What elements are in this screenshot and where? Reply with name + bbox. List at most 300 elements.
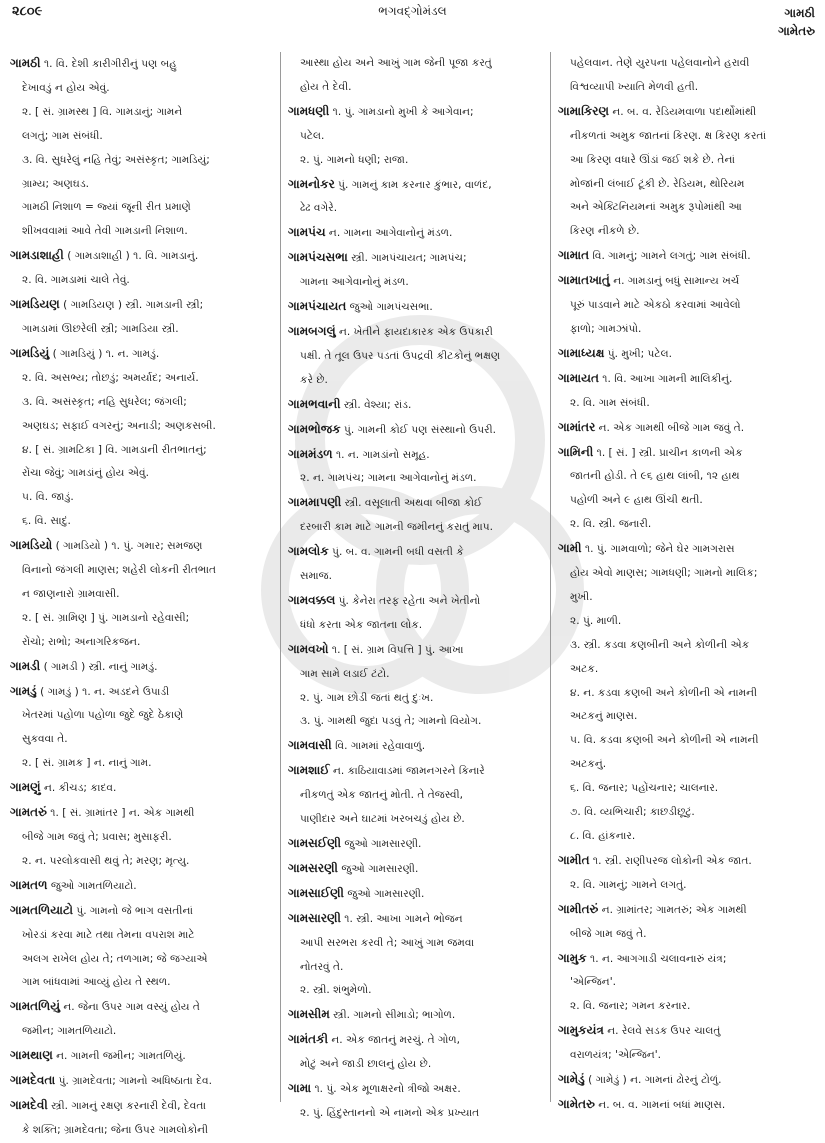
definition-text: જમીન; ગામતળિયાટો.	[22, 1025, 117, 1038]
entry-line	[288, 221, 546, 246]
definition-text: ૧. [ સં. ગ્રામ વિપત્તિ ] પું. આખા	[328, 643, 464, 656]
definition-text: ૨. વિ. ગામનું; ગામને લગતું.	[570, 878, 687, 891]
continuation-line	[288, 76, 546, 100]
definition-text: અટકનું.	[570, 758, 607, 771]
continuation-line	[10, 704, 272, 728]
definition-text: ૨. વિ. અસભ્ય; તોછડું; અમર્યાદ; અનાર્ય.	[22, 371, 199, 384]
definition-text: મોટું અને જાડી છાલનું હોય છે.	[300, 1058, 432, 1071]
definition-text: જુઓ ગામસારણી.	[338, 862, 419, 875]
definition-text: કરે છે.	[300, 373, 328, 386]
entry-line	[10, 1044, 272, 1069]
headword: ગામી	[558, 541, 582, 556]
headword: ગામિની	[558, 444, 594, 459]
sense-line	[558, 777, 818, 801]
sense-line	[10, 149, 272, 173]
definition-text: ૨. વિ. જનાર; ગમન કરનાર.	[570, 1000, 691, 1013]
sense-line	[10, 752, 272, 776]
headword: ગામણું	[10, 780, 41, 795]
continuation-line	[10, 924, 272, 948]
definition-text: ૧. ન. આગગાડી ચલાવનારું યંત્ર;	[586, 952, 727, 965]
entry-line	[558, 244, 818, 269]
headword: ગામપંચ	[288, 225, 326, 240]
definition-text: શીખવવામાં આવે તેવી ગામડાની નિશાળ.	[22, 225, 188, 238]
definition-text: ૨. [ સં. ગ્રામક ] ન. નાનું ગામ.	[22, 757, 152, 770]
sense-line	[558, 634, 818, 658]
definition-text: સ્ત્રી. વસૂલાતી અથવા બીજા કોઈ	[341, 497, 483, 510]
sense-line	[10, 391, 272, 415]
entry-line	[558, 947, 818, 972]
entry-line	[288, 832, 546, 857]
headword: ગામસરણી	[288, 860, 338, 875]
definition-text: ૧. પું. એક મૂળાક્ષરનો ત્રીજો અક્ષર.	[311, 1083, 461, 1096]
definition-text: ન. બ. વ. ગામનાં બધાં માણસ.	[594, 1098, 726, 1111]
continuation-line	[10, 971, 272, 995]
definition-text: ૧. વિ. આખા ગામની માલિકીનું.	[598, 372, 733, 385]
entry-line	[558, 416, 818, 441]
headword: ગામીત	[558, 852, 590, 867]
continuation-line	[288, 516, 546, 540]
continuation-line	[558, 562, 818, 586]
definition-text: આ કિરણ વધારે ઊંડાં જઈ શકે છે. તેનાં	[570, 153, 735, 166]
definition-text: ( ગામેડું ) ન. ગામનાં ઢોરનું ટોળું.	[584, 1074, 722, 1087]
entry-line	[558, 100, 818, 125]
definition-text: જુઓ ગામસારણી.	[344, 887, 425, 900]
entry-line	[288, 638, 546, 663]
headword: ગામડિયું	[10, 345, 50, 360]
definition-text: ૨. વિ. ગામ સંબંધી.	[570, 396, 650, 409]
sense-line	[288, 979, 546, 1003]
headword: ગામશાઈ	[288, 763, 330, 778]
continuation-line	[558, 1044, 818, 1068]
guide-word-first: ગામઠી	[784, 6, 815, 20]
definition-text: પું. ગામનું કામ કરનાર કુંભાર, વાળંદ,	[334, 178, 492, 191]
definition-text: સમાજ.	[300, 570, 333, 583]
sense-line	[288, 149, 546, 173]
continuation-line	[10, 559, 272, 583]
definition-text: ૨. ન. ગામપંચ; ગામના આગેવાનોનું મંડળ.	[300, 472, 477, 485]
entry-line	[558, 849, 818, 874]
sense-line	[558, 392, 818, 416]
entry-line	[288, 491, 546, 516]
entry-line	[288, 1003, 546, 1028]
definition-text: ગામ બાંધવામાં આવ્યું હોય તે સ્થળ.	[22, 976, 171, 989]
continuation-line	[558, 318, 818, 342]
column-right	[558, 52, 818, 1112]
headword: ગામુક	[558, 950, 587, 965]
definition-text: ન જાણનારો ગ્રામવાસી.	[22, 587, 120, 600]
sense-line	[10, 196, 272, 220]
entry-line	[10, 899, 272, 924]
definition-text: ન. કાઠિયાવાડમાં જામનગરને કિનારે	[329, 765, 485, 778]
definition-text: ન. ગામડાનું બધું સામાન્ય ખર્ચ	[609, 275, 740, 288]
continuation-line	[558, 586, 818, 610]
definition-text: ૨. સ્ત્રી. શંભુમેળો.	[300, 984, 372, 997]
definition-text: ધંધો કરતા એક જાતના લોક.	[300, 618, 423, 631]
entry-line	[10, 680, 272, 705]
headword: ગામાતખાતું	[558, 273, 610, 288]
headword: ગામડી	[10, 658, 41, 673]
definition-text: આસ્થા હોય અને આખું ગામ જેની પૂજા કરતું	[300, 57, 492, 69]
headword: ગામધણી	[288, 103, 330, 118]
headword: ગામસઈણી	[288, 836, 342, 850]
definition-text: પું. મુખી; પટેલ.	[604, 347, 672, 360]
continuation-line	[558, 465, 818, 489]
sense-line	[558, 801, 818, 825]
definition-text: પું. ગામનો જે ભાગ વસતીનાં	[72, 904, 193, 917]
continuation-line	[288, 565, 546, 589]
definition-text: ( ગામડિયણ ) સ્ત્રી. ગામડાની સ્ત્રી;	[59, 299, 204, 312]
sense-line	[558, 874, 818, 898]
headword: ગામપંચાયત	[288, 299, 347, 314]
headword: ગામંતકી	[288, 1032, 329, 1047]
sense-line	[558, 825, 818, 849]
definition-text: વિ. ગામનું; ગામને લગતું; ગામ સંબંધી.	[589, 250, 751, 263]
definition-text: ન. ખેતીને ફાયદાકારક એક ઉપકારી	[335, 325, 493, 338]
definition-text: સ્ત્રી. ગામનું રક્ષણ કરનારી દેવી, દેવતા	[47, 1099, 206, 1112]
sense-line	[558, 513, 818, 537]
definition-text: પહેલવાન. તેણે યુરપના પહેલવાનોને હરાવી	[570, 57, 750, 69]
sense-line	[288, 710, 546, 734]
continuation-line	[558, 489, 818, 513]
definition-text: બીજે ગામ જવું તે; પ્રવાસ; મુસાફરી.	[22, 831, 172, 843]
definition-text: ૨. પું. હિંદુસ્તાનનો એ નામનો એક પ્રખ્યાત	[300, 1106, 480, 1119]
headword: ગામડું	[10, 683, 37, 698]
definition-text: ૩. વિ. અસંસ્કૃત; નહિ સુધરેલ; જંગલી;	[22, 395, 187, 408]
definition-text: ૩. સ્ત્રી. કડવા કણબીની અને કોળીની એક	[570, 638, 750, 651]
definition-text: પું. કેનેરા તરફ રહેતા અને ખેતીનો	[335, 594, 481, 607]
definition-text: ગામ સામે લડાઈ ટંટો.	[300, 667, 390, 680]
continuation-line	[10, 125, 272, 149]
definition-text: વિશ્વવ્યાપી ખ્યાતિ મેળવી હતી.	[570, 80, 699, 93]
column-left	[10, 52, 272, 1136]
entry-line	[558, 898, 818, 923]
definition-text: ૫. વિ. કડવા કણબી અને કોળીની એ નામની	[570, 734, 759, 747]
headword: ગામભવાની	[288, 396, 341, 411]
headword: ગામસીમ	[288, 1007, 330, 1022]
definition-text: ન. ગ્રામાંતર; ગામતરું; એક ગામથી	[598, 903, 747, 916]
definition-text: અલગ રાખેલ હોય તે; તળગામ; જે જગ્યાએ	[22, 952, 208, 965]
definition-text: ( ગામડિયું ) ૧. ન. ગામડું.	[49, 347, 160, 360]
entry-line	[288, 443, 546, 468]
definition-text: જુઓ ગામપંચસભા.	[346, 301, 433, 314]
continuation-line	[10, 77, 272, 101]
definition-text: પાણીદાર અને ઘાટમાં ખરબચડું હોય છે.	[300, 813, 465, 826]
definition-text: પું. ગામની કોઈ પણ સંસ્થાનો ઉપરી.	[340, 423, 497, 436]
entry-line	[10, 244, 272, 269]
entry-line	[10, 655, 272, 680]
continuation-line	[288, 197, 546, 221]
definition-text: વિ. ગામમાં રહેવાવાળું.	[331, 740, 426, 753]
continuation-line	[288, 808, 546, 832]
entry-line	[10, 1094, 272, 1119]
entry-line	[10, 776, 272, 801]
definition-text: આપી સરભરા કરવી તે; આખું ગામ જમવા	[300, 936, 475, 949]
entry-line	[288, 857, 546, 882]
sense-line	[10, 367, 272, 391]
definition-text: ૨. પું. ગામ છોડી જતાં થતું દુઃખ.	[300, 691, 434, 704]
definition-text: પું. ગ્રામદેવતા; ગામનો અધિષ્ઠાતા દેવ.	[55, 1075, 213, 1088]
entry-line	[288, 907, 546, 932]
sense-line	[10, 850, 272, 874]
definition-text: ખોરડાં કરવા માટે તથા તેમના વપરાશ માટે	[22, 928, 195, 941]
definition-text: સુકવવા તે.	[22, 733, 68, 746]
definition-text: ૭. વિ. વ્યભિચારી; કાછડીછૂટું.	[570, 806, 695, 819]
definition-text: રોંચો; રાભો; અનાગરિકજન.	[22, 635, 141, 648]
definition-text: હોય એવો માણસ; ગામધણી; ગામનો માલિક;	[570, 567, 758, 580]
entry-line	[558, 441, 818, 466]
definition-text: સ્ત્રી. ગામનો સીમાડો; ભાગોળ.	[329, 1009, 456, 1022]
definition-text: ન. એક ગામથી બીજે ગામ જવું તે.	[595, 421, 745, 434]
definition-text: નોતરવું તે.	[300, 960, 344, 973]
definition-text: ૨. ન. પરલોકવાસી થવું તે; મરણ; મૃત્યુ.	[22, 854, 190, 867]
definition-text: ૧. [ સં. ] સ્ત્રી. પ્રાચીન કાળની એક	[593, 446, 743, 459]
sense-line	[10, 220, 272, 244]
entry-line	[558, 367, 818, 392]
entry-line	[558, 1068, 818, 1093]
continuation-line	[288, 369, 546, 393]
entry-line	[558, 342, 818, 367]
entry-line	[10, 995, 272, 1020]
headword: ગામેડું	[558, 1072, 585, 1087]
definition-text: સ્ત્રી. ગામપંચાયત; ગામપંચ;	[347, 252, 467, 265]
entry-line	[10, 534, 272, 559]
column-middle	[288, 52, 546, 1119]
continuation-line	[288, 663, 546, 687]
definition-text: ન. જેના ઉપર ગામ વસ્યું હોય તે	[60, 1001, 200, 1014]
continuation-line	[10, 173, 272, 197]
continuation-line	[288, 125, 546, 149]
continuation-line	[558, 753, 818, 777]
headword: ગામભોજક	[288, 421, 341, 436]
definition-text: ૬. વિ. સાદું.	[22, 515, 71, 528]
headword: ગામા	[288, 1081, 312, 1096]
entry-line	[10, 1069, 272, 1094]
definition-text: ૧. પું. ગામડાનો મુખી કે આગેવાન;	[329, 105, 474, 118]
continuation-line	[10, 631, 272, 655]
headword: ગામલોક	[288, 544, 329, 559]
continuation-line	[288, 345, 546, 369]
definition-text: ૪. [ સં. ગ્રામટિકા ] વિ. ગામડાની રીતભાતનું;	[22, 443, 207, 456]
headword: ગામાંતર	[558, 419, 596, 434]
definition-text: ન. ગામના આગેવાનોનું મંડળ.	[325, 227, 453, 240]
entry-line	[288, 882, 546, 907]
headword: ગામડિયો	[10, 538, 53, 553]
continuation-line	[288, 784, 546, 808]
sense-line	[10, 607, 272, 631]
definition-text: ૨. [ સં. ગ્રામસ્થ ] વિ. ગામડાનું; ગામને	[22, 105, 183, 118]
entry-line	[288, 418, 546, 443]
continuation-line	[10, 948, 272, 972]
continuation-line	[558, 705, 818, 729]
definition-text: અને એક્ટિનિયમનાં અમુક રૂપોમાંથી આ	[570, 201, 742, 214]
definition-text: ૮. વિ. હાંકનાર.	[570, 830, 636, 842]
continuation-line	[10, 318, 272, 342]
entry-line	[288, 246, 546, 271]
continuation-line	[558, 220, 818, 244]
sense-line	[558, 729, 818, 753]
definition-text: જુઓ ગામસારણી.	[341, 838, 422, 850]
entry-line	[558, 537, 818, 562]
definition-text: ગામના આગેવાનોનું મંડળ.	[300, 276, 409, 289]
continuation-line	[558, 125, 818, 149]
definition-text: અટક.	[570, 662, 599, 675]
sense-line	[558, 682, 818, 706]
entry-line	[288, 589, 546, 614]
continuation-line	[288, 52, 546, 76]
definition-text: ગામડામાં ઊછરેલી સ્ત્રી; ગામડિયા સ્ત્રી.	[22, 322, 179, 335]
definition-text: દરબારી કામ માટે ગામની જમીનનું કરાતું માપ.	[300, 521, 493, 534]
definition-text: પક્ષી. તે તૂલ ઉપર પડતાં ઉપદ્રવી કીટકોનું ભક્ષણ	[300, 349, 501, 362]
definition-text: ન. ગામની જમીન; ગામતળિયું.	[52, 1050, 186, 1063]
definition-text: ફાળો; ગામઝાંપો.	[570, 322, 642, 335]
entry-line	[10, 801, 272, 826]
definition-text: ગામઠી નિશાળ = જ્યાં જૂની રીત પ્રમાણે	[22, 201, 191, 214]
dictionary-columns	[0, 52, 825, 1136]
definition-text: ૪. ન. કડવા કણબી અને કોળીની એ નામની	[570, 686, 757, 699]
definition-text: સ્ત્રી. વેશ્યા; રાંડ.	[340, 398, 412, 411]
sense-line	[288, 1102, 546, 1126]
guide-word-last: ગામેતરુ	[778, 24, 815, 38]
definition-text: કિરણ નીકળે છે.	[570, 225, 640, 238]
headword: ગામમંડળ	[288, 446, 333, 461]
definition-text: મોજાંની લંબાઈ ટૂંકી છે. રેડિયમ, થોરિયમ	[570, 177, 745, 190]
definition-text: રોંચા જેવું; ગામડાંનું હોય એવું.	[22, 467, 149, 480]
continuation-line	[288, 271, 546, 295]
definition-text: ૧. પું. ગામવાળો; જેને ઘેર ગામગરાસ	[581, 543, 735, 556]
continuation-line	[288, 1053, 546, 1077]
sense-line	[10, 439, 272, 463]
headword: ગામથાણ	[10, 1048, 53, 1063]
definition-text: ( ગામડી ) સ્ત્રી. નાનું ગામડું.	[40, 660, 158, 673]
continuation-line	[558, 196, 818, 220]
entry-line	[10, 874, 272, 899]
continuation-line	[558, 658, 818, 682]
continuation-line	[10, 728, 272, 752]
continuation-line	[558, 173, 818, 197]
entry-line	[558, 1093, 818, 1118]
definition-text: ૬. વિ. જનાર; પહોંચનાર; ચાલનાર.	[570, 782, 719, 795]
entry-line	[288, 540, 546, 565]
entry-line	[288, 1028, 546, 1053]
definition-text: ૧. સ્ત્રી. આખા ગામને ભોજન	[340, 912, 463, 925]
running-title: ભગવદ્ગોમંડલ	[378, 4, 447, 18]
definition-text: અટકનું માણસ.	[570, 710, 638, 723]
continuation-line	[288, 614, 546, 638]
sense-line	[288, 687, 546, 711]
page-number: ૨૮૦૯	[12, 4, 43, 19]
definition-text: વરાળયંત્ર; 'એન્જિન'.	[570, 1049, 662, 1062]
definition-text: ૨. પું. માળી.	[570, 614, 622, 627]
definition-text: પટેલ.	[300, 129, 325, 142]
definition-text: ૨. પું. ગામનો ધણી; રાજા.	[300, 153, 409, 166]
definition-text: ૫. વિ. જાડું.	[22, 491, 74, 504]
continuation-line	[288, 932, 546, 956]
definition-text: જુઓ ગામતળિયાટો.	[47, 879, 137, 892]
definition-text: મુખી.	[570, 590, 593, 603]
sense-line	[10, 269, 272, 293]
continuation-line	[558, 76, 818, 100]
entry-line	[288, 393, 546, 418]
definition-text: ન. રેલવે સડક ઉપર ચાલતું	[603, 1025, 721, 1038]
headword: ગામાકિરણ	[558, 103, 609, 118]
definition-text: હોય તે દેવી.	[300, 80, 352, 93]
definition-text: ૩. વિ. સુધરેલું નહિ તેવું; અસંસ્કૃત; ગામડિયું;	[22, 153, 210, 166]
sense-line	[558, 610, 818, 634]
entry-line	[288, 759, 546, 784]
definition-text: જાતની હોડી. તે ૯૬ હાથ લાંબી, ૧૨ હાથ	[570, 470, 740, 483]
definition-text: કે શક્તિ; ગ્રામદેવતા; જેના ઉપર ગામલોકોની	[22, 1123, 209, 1136]
headword: ગામનોકર	[288, 176, 335, 191]
headword: ગામતળિયું	[10, 999, 61, 1014]
definition-text: ન. બ. વ. રેડિયમવાળા પદાર્થોમાંથી	[608, 105, 757, 118]
definition-text: અણઘડ; સફાઈ વગરનું; અનાડી; અણકસબી.	[22, 419, 216, 432]
definition-text: નીકળતું એક જાતનું મોતી. તે તેજસ્વી,	[300, 789, 464, 802]
definition-text: ૧. ન. ગામડાંનો સમૂહ.	[332, 448, 430, 461]
definition-text: ૧. [ સં. ગ્રામાંતર ] ન. એક ગામથી	[46, 807, 195, 820]
definition-text: ગ્રામ્ય; અણઘડ.	[22, 177, 90, 190]
continuation-line	[10, 583, 272, 607]
headword: ગામવક્કલ	[288, 592, 336, 607]
definition-text: ઢેઢ વગેરે.	[300, 202, 338, 215]
continuation-line	[288, 956, 546, 980]
entry-line	[288, 320, 546, 345]
definition-text: ૨. વિ. ગામડામાં ચાલે તેવું.	[22, 274, 130, 287]
definition-text: ૨. વિ. સ્ત્રી. જનારી.	[570, 518, 652, 531]
headword: ગામાધ્યક્ષ	[558, 345, 605, 360]
headword: ગામદેવી	[10, 1097, 48, 1112]
definition-text: પૂરું પાડવાને માટે એકઠો કરવામાં આવેલો	[570, 299, 741, 312]
sense-line	[10, 101, 272, 125]
headword: ગામાત	[558, 248, 590, 263]
entry-line	[558, 269, 818, 294]
headword: ગામસારણી	[288, 910, 341, 925]
headword: ગામપંચસભા	[288, 250, 348, 265]
continuation-line	[558, 923, 818, 947]
headword: ગામતળિયાટો	[10, 902, 73, 917]
headword: ગામઠી	[10, 56, 41, 70]
headword: ગામદેવતા	[10, 1073, 56, 1088]
definition-text: 'એન્જિન'.	[570, 976, 616, 989]
definition-text: ( ગામડાશાહી ) ૧. વિ. ગામડાનું.	[63, 250, 199, 263]
entry-line	[288, 734, 546, 759]
headword: ગામાયત	[558, 370, 599, 385]
sense-line	[10, 510, 272, 534]
headword: ગામવાસી	[288, 738, 332, 753]
continuation-line	[10, 1119, 272, 1143]
definition-text: ન. કીચડ; કાદવ.	[40, 782, 117, 795]
headword: ગામમાપણી	[288, 495, 342, 510]
sense-line	[10, 486, 272, 510]
headword: ગામતળ	[10, 877, 48, 892]
definition-text: દેખાવડું ન હોય એવું.	[22, 81, 110, 94]
continuation-line	[558, 149, 818, 173]
headword: ગામીતરું	[558, 901, 599, 916]
entry-line	[288, 100, 546, 125]
headword: ગામુકયંત્ર	[558, 1023, 604, 1038]
definition-text: ૨. [ સં. ગ્રામિણ ] પું. ગામડાનો રહેવાસી;	[22, 611, 190, 624]
continuation-line	[10, 415, 272, 439]
page-header	[0, 0, 825, 48]
definition-text: લગતું; ગામ સંબંધી.	[22, 129, 103, 142]
entry-line	[10, 52, 272, 77]
continuation-line	[10, 1020, 272, 1044]
headword: ગામડિયણ	[10, 297, 60, 312]
entry-line	[288, 295, 546, 320]
headword: ગામડાશાહી	[10, 248, 64, 263]
definition-text: ન. એક જાતનું મરચું. તે ગોળ,	[328, 1034, 461, 1047]
sense-line	[558, 995, 818, 1019]
continuation-line	[558, 52, 818, 76]
